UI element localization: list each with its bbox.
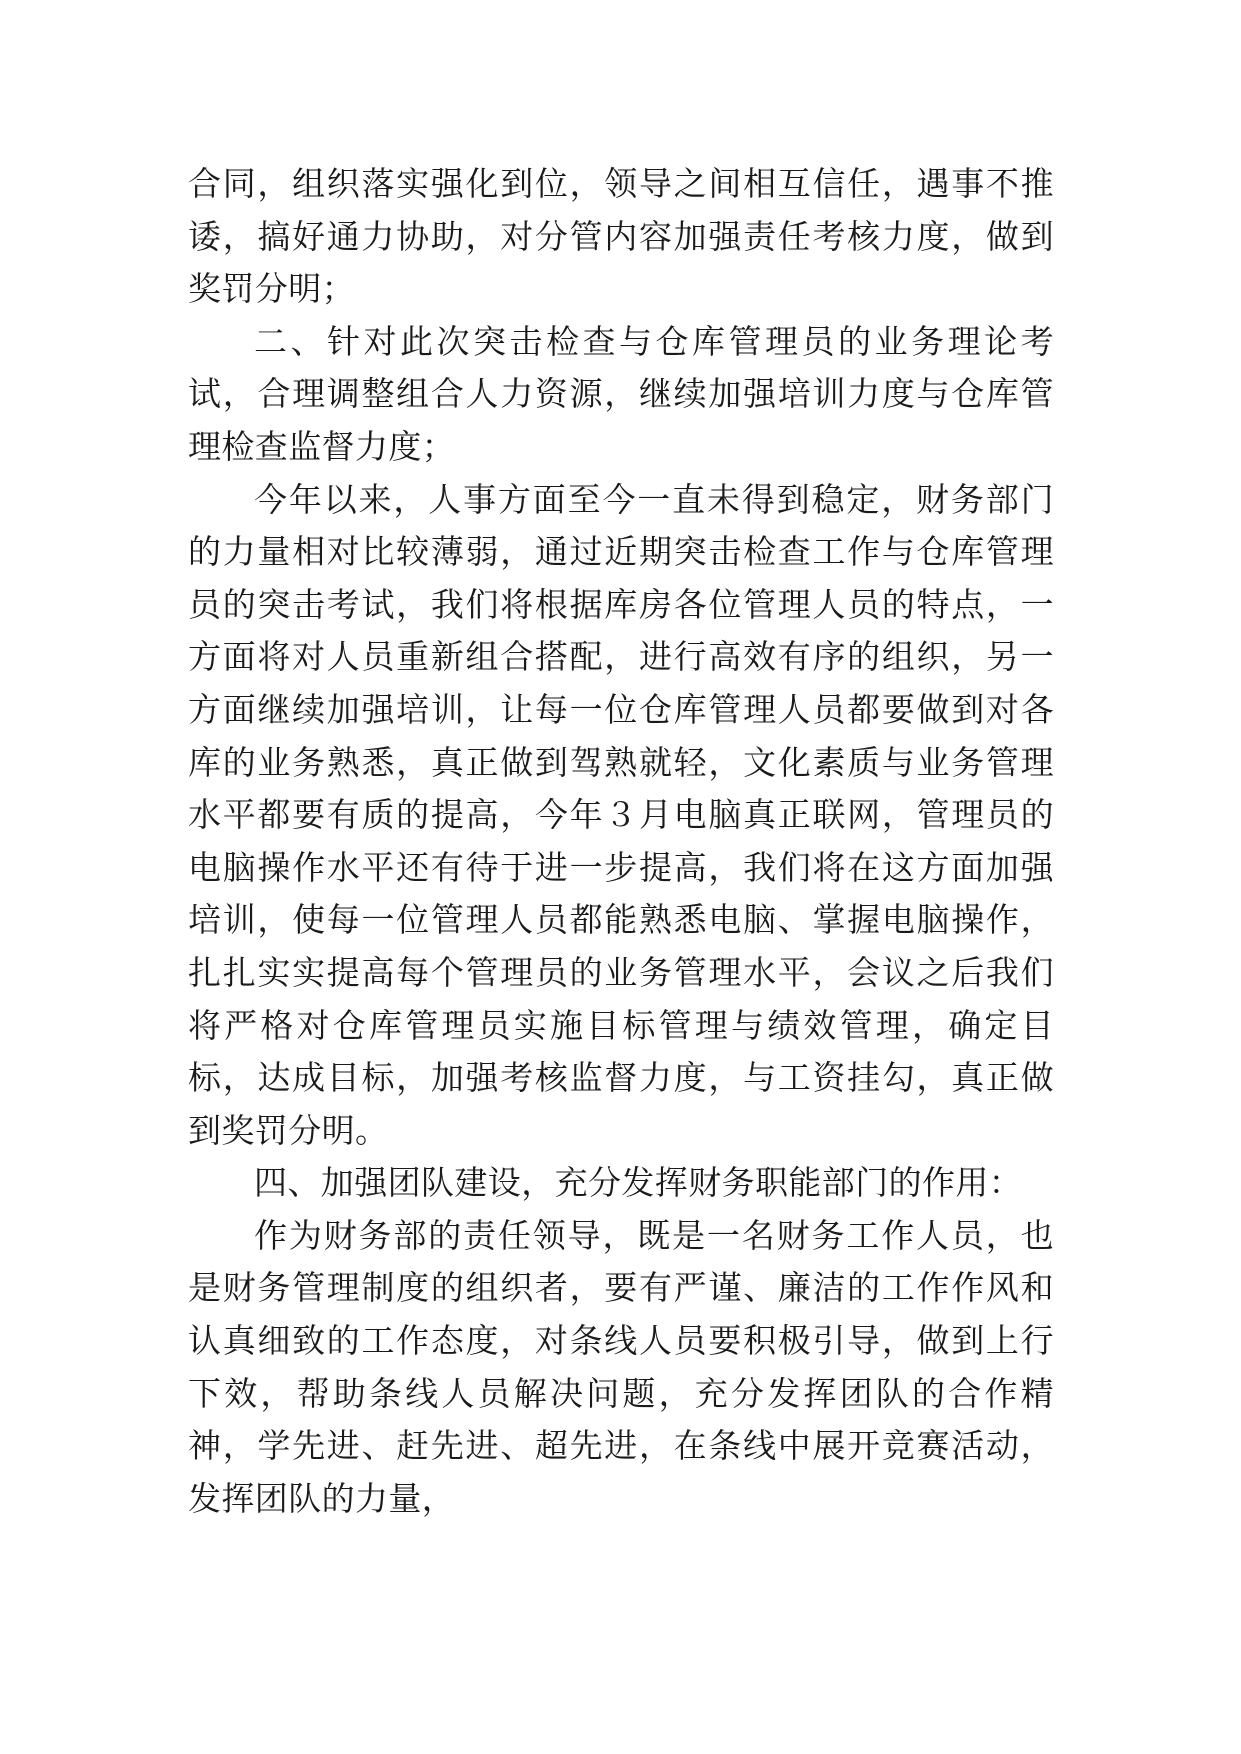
paragraph-item-four-heading: 四、加强团队建设，充分发挥财务职能部门的作用： — [254, 1163, 1023, 1203]
paragraph-this-year: 今年以来，人事方面至今一直未得到稳定，财务部门的力量相对比较薄弱，通过近期突击检查工作与仓库管理员的突击考试，我们将根据库房各位管理人员的特点，一方面将对人员重新组合搭配，进行高效有序的组织，另一方面继续加强培训，让每一位仓库管理人员都要做到对各库的业务熟悉，真正做到驾熟就轻，文化素质与业务管理水平都要有质的提高，今年３月电脑真正联网，管理员的电脑操作水平还有待于进一步提高，我们将在这方面加强培训，使每一位管理人员都能熟悉电脑、掌握电脑操作，扎扎实实提高每个管理员的业务管理水平，会议之后我们将严格对仓库管理员实施目标管理与绩效管理，确定目标，达成目标，加强考核监督力度，与工资挂勾，真正做到奖罚分明。 — [188, 479, 1054, 1150]
paragraph-responsible-leader: 作为财务部的责任领导，既是一名财务工作人员，也是财务管理制度的组织者，要有严谨、廉洁的工作作风和认真细致的工作态度，对条线人员要积极引导，做到上行下效，帮助条线人员解决问题，充分发挥团队的合作精神，学先进、赶先进、超先进，在条线中展开竞赛活动，发挥团队的力量， — [188, 1215, 1054, 1518]
paragraph-item-two: 二、针对此次突击检查与仓库管理员的业务理论考试，合理调整组合人力资源，继续加强培训力度与仓库管理检查监督力度； — [188, 321, 1054, 466]
paragraph-contract-continuation: 合同，组织落实强化到位，领导之间相互信任，遇事不推诿，搞好通力协助，对分管内容加强责任考核力度，做到奖罚分明； — [188, 164, 1054, 309]
document-body — [188, 158, 1054, 1525]
